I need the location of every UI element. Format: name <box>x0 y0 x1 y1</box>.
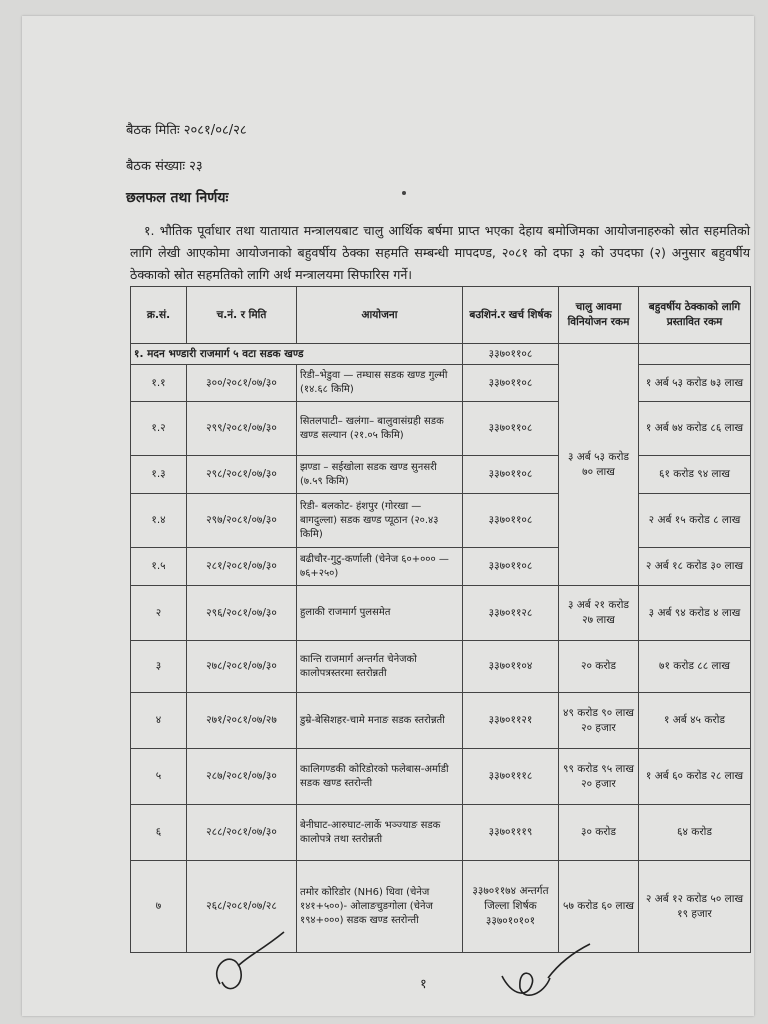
ink-dot <box>402 191 406 195</box>
table-row <box>131 749 751 805</box>
row-project: रिडी- बलकोट- हंशपुर (गोरखा — बागदुल्ला) सडक खण्ड प्यूठान (२०.४३ किमि) <box>297 494 463 548</box>
row-sn: ७ <box>131 861 187 953</box>
row-code: ३३७०११०८ <box>463 365 559 402</box>
row-sn: ३ <box>131 641 187 693</box>
table-row <box>131 586 751 641</box>
row-proposed: ६१ करोड ९४ लाख <box>639 456 751 494</box>
row-code: ३३७०११०८ <box>463 402 559 456</box>
row-project: डुम्रे-बेसिशहर-चामे मनाङ सडक स्तरोन्नती <box>297 693 463 749</box>
row-proposed: २ अर्ब १२ करोड ५० लाख १९ हजार <box>639 861 751 953</box>
row-proposed: १ अर्ब ५३ करोड ७३ लाख <box>639 365 751 402</box>
row-code: ३३७०१११९ <box>463 805 559 861</box>
row-ref: २६८/२०८१/०७/२८ <box>187 861 297 953</box>
row-project: सितलपाटी– खलंगा– बालुवासंग्रही सडक खण्ड सल्यान (२१.०५ किमि) <box>297 402 463 456</box>
projects-table <box>130 286 751 953</box>
row-code: ३३७०११२१ <box>463 693 559 749</box>
decision-paragraph: १. भौतिक पूर्वाधार तथा यातायात मन्त्रालयबाट चालु आर्थिक बर्षमा प्राप्त भएका देहाय बमोजिमका आयोजनाहरुको स्रोत सहमतिको लागि लेखी आएकोमा आयोजनाको बहुवर्षीय ठेक्का सहमति सम्बन्धी मापदण्ड, २०८१ को दफा ३ को उपदफा (२) अनुसार बहुवर्षीय ठेक्काको स्रोत सहमतिको लागि अर्थ मन्त्रालयमा सिफारिस गर्ने। <box>130 223 750 282</box>
row-sn: ४ <box>131 693 187 749</box>
row-code: ३३७०११२८ <box>463 586 559 641</box>
page-number: १ <box>420 977 427 992</box>
group-code: ३३७०११०८ <box>463 344 559 365</box>
row-ref: २८७/२०८१/०७/३० <box>187 749 297 805</box>
table-row <box>131 693 751 749</box>
row-sn: १.५ <box>131 548 187 586</box>
row-sn: १.४ <box>131 494 187 548</box>
column-header-allocation: चालु आवमा विनियोजन रकम <box>559 287 639 344</box>
row-ref: २९८/२०८१/०७/३० <box>187 456 297 494</box>
row-code: ३३७०११०४ <box>463 641 559 693</box>
row-proposed: २ अर्ब १८ करोड ३० लाख <box>639 548 751 586</box>
column-header-proposed: बहुवर्षीय ठेक्काको लागि प्रस्तावित रकम <box>639 287 751 344</box>
table-row <box>131 402 751 456</box>
row-code: ३३७०११०८ <box>463 548 559 586</box>
meeting-number: बैठक संख्याः २३ <box>126 159 203 174</box>
row-proposed: २ अर्ब १५ करोड ८ लाख <box>639 494 751 548</box>
section-heading: छलफल तथा निर्णयः <box>126 190 229 206</box>
row-project: झण्डा – सईखोला सडक खण्ड सुनसरी (७.५९ किमि) <box>297 456 463 494</box>
row-ref: २८८/२०८१/०७/३० <box>187 805 297 861</box>
document-page <box>22 16 754 1016</box>
row-sn: ५ <box>131 749 187 805</box>
row-project: कान्ति राजमार्ग अन्तर्गत चेनेजको कालोपत्रस्तरमा स्तरोन्नती <box>297 641 463 693</box>
row-ref: २७८/२०८१/०७/३० <box>187 641 297 693</box>
row-code: ३३७०११०८ <box>463 456 559 494</box>
row-ref: २९९/२०८१/०७/३० <box>187 402 297 456</box>
row-project: बेनीघाट-आरुघाट-लार्के भञ्ज्याङ सडक कालोपत्रे तथा स्तरोन्नती <box>297 805 463 861</box>
row-allocation: ४९ करोड ९० लाख २० हजार <box>559 693 639 749</box>
row-proposed: ६४ करोड <box>639 805 751 861</box>
group-proposed-empty <box>639 344 751 365</box>
column-header-ref: च.नं. र मिति <box>187 287 297 344</box>
row-allocation: ९९ करोड ९५ लाख २० हजार <box>559 749 639 805</box>
table-row <box>131 456 751 494</box>
row-allocation: ३० करोड <box>559 805 639 861</box>
row-allocation: ३ अर्ब २१ करोड २७ लाख <box>559 586 639 641</box>
row-allocation: ५७ करोड ६० लाख <box>559 861 639 953</box>
signature-left <box>202 926 302 1006</box>
row-proposed: १ अर्ब ६० करोड २८ लाख <box>639 749 751 805</box>
row-proposed: १ अर्ब ४५ करोड <box>639 693 751 749</box>
meeting-date: बैठक मितिः २०८१/०८/२८ <box>126 123 247 138</box>
table-row <box>131 494 751 548</box>
table-header-row <box>131 287 751 344</box>
table-row <box>131 641 751 693</box>
row-allocation: २० करोड <box>559 641 639 693</box>
row-sn: १.२ <box>131 402 187 456</box>
table-row <box>131 365 751 402</box>
row-project: तमोर कोरिडोर (NH6) धिवा (चेनेज १४१+५००)- ओलाङचुङगोला (चेनेज १९४+०००) सडक खण्ड स्तरोन्ती <box>297 861 463 953</box>
column-header-project: आयोजना <box>297 287 463 344</box>
column-header-code: बउशिनं.र खर्च शिर्षक <box>463 287 559 344</box>
group-title-row <box>131 344 751 365</box>
row-ref: २९६/२०८१/०७/३० <box>187 586 297 641</box>
row-proposed: ७१ करोड ८८ लाख <box>639 641 751 693</box>
row-proposed: १ अर्ब ७४ करोड ८६ लाख <box>639 402 751 456</box>
row-code: ३३७०११७४ अन्तर्गत जिल्ला शिर्षक ३३७०१०१०१ <box>463 861 559 953</box>
row-code: ३३७०११०८ <box>463 494 559 548</box>
row-project: रिडी–भेडुवा — तम्घास सडक खण्ड गुल्मी (१४.६८ किमि) <box>297 365 463 402</box>
group-allocation: ३ अर्ब ५३ करोड ७० लाख <box>559 344 639 586</box>
row-project: बढीचौर-गुटु-कर्णाली (चेनेज ६०+००० — ७६+२५०) <box>297 548 463 586</box>
row-sn: १.३ <box>131 456 187 494</box>
row-ref: ३००/२०८१/०७/३० <box>187 365 297 402</box>
column-header-sn: क्र.सं. <box>131 287 187 344</box>
row-sn: १.१ <box>131 365 187 402</box>
row-ref: २८१/२०८१/०७/३० <box>187 548 297 586</box>
table-row <box>131 805 751 861</box>
row-sn: २ <box>131 586 187 641</box>
table-row <box>131 548 751 586</box>
group-title: १. मदन भण्डारी राजमार्ग ५ वटा सडक खण्ड <box>131 344 463 365</box>
signature-right <box>490 936 600 1016</box>
row-sn: ६ <box>131 805 187 861</box>
row-ref: २७१/२०८१/०७/२७ <box>187 693 297 749</box>
row-code: ३३७०१११८ <box>463 749 559 805</box>
row-proposed: ३ अर्ब ९४ करोड ४ लाख <box>639 586 751 641</box>
row-project: कालिगण्डकी कोरिडोरको फलेबास-अर्माडी सडक खण्ड स्तरोन्ती <box>297 749 463 805</box>
row-project: हुलाकी राजमार्ग पुलसमेत <box>297 586 463 641</box>
row-ref: २९७/२०८१/०७/३० <box>187 494 297 548</box>
